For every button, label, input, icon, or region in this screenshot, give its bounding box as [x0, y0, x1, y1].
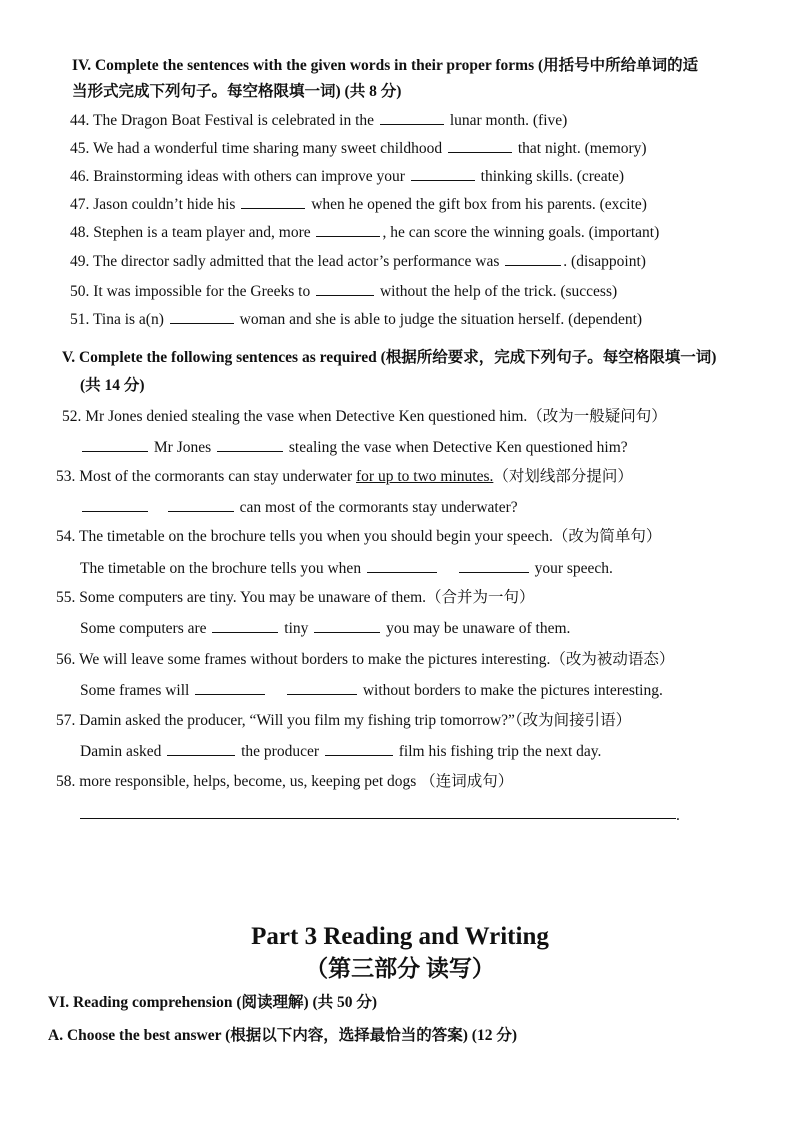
answer-blank[interactable] — [411, 166, 475, 181]
question-number: 53. — [56, 468, 76, 485]
answer-text: stealing the vase when Detective Ken questioned him? — [288, 439, 628, 456]
answer-blank[interactable] — [82, 497, 148, 512]
question-text: Mr Jones denied stealing the vase when Detective Ken questioned him.（改为一般疑问句） — [85, 408, 667, 425]
question-text: thinking skills. (create) — [480, 168, 625, 185]
section-4-heading-en: IV. Complete the sentences with the given words in their proper forms — [72, 57, 535, 74]
question-number: 45. — [70, 140, 90, 157]
question-text: , he can score the winning goals. (important) — [382, 224, 660, 241]
answer-blank[interactable] — [241, 194, 305, 209]
question-text: Some computers are tiny. You may be unaware of them.（合并为一句） — [79, 589, 535, 606]
answer-blank[interactable] — [217, 437, 283, 452]
question-text: Jason couldn’t hide his — [93, 196, 236, 213]
answer-blank[interactable] — [459, 558, 529, 573]
answer-text: The timetable on the brochure tells you when — [80, 560, 362, 577]
answer-text: can most of the cormorants stay underwater? — [239, 499, 518, 516]
answer-text: you may be unaware of them. — [386, 620, 571, 637]
answer-54 — [80, 558, 613, 579]
answer-blank[interactable] — [367, 558, 437, 573]
question-instruction: （连词成句） — [420, 773, 514, 790]
question-number: 54. — [56, 528, 76, 545]
question-58 — [56, 772, 513, 792]
question-53 — [56, 467, 633, 487]
question-48 — [70, 222, 659, 243]
question-number: 48. — [70, 224, 90, 241]
question-46 — [70, 166, 624, 187]
answer-56 — [80, 680, 663, 701]
answer-blank[interactable] — [82, 437, 148, 452]
section-6-heading: VI. Reading comprehension (阅读理解) (共 50 分) — [48, 994, 378, 1011]
answer-blank[interactable] — [314, 618, 380, 633]
question-57 — [56, 711, 631, 731]
section-4-heading-line2: 当形式完成下列句子。每空格限填一词) (共 8 分) — [72, 83, 402, 100]
question-text: It was impossible for the Greeks to — [93, 283, 311, 300]
question-number: 46. — [70, 168, 90, 185]
question-text: lunar month. (five) — [449, 112, 568, 129]
question-text: that night. (memory) — [517, 140, 647, 157]
answer-blank[interactable] — [316, 281, 374, 296]
question-56 — [56, 650, 674, 670]
answer-blank[interactable] — [170, 309, 234, 324]
section-5-score: (共 14 分) — [80, 377, 145, 394]
question-text: woman and she is able to judge the situation herself. (dependent) — [239, 311, 643, 328]
question-47 — [70, 194, 647, 215]
answer-blank[interactable] — [505, 251, 561, 266]
answer-text: Mr Jones — [153, 439, 212, 456]
answer-text: Some computers are — [80, 620, 207, 637]
question-number: 47. — [70, 196, 90, 213]
question-number: 44. — [70, 112, 90, 129]
answer-58-period: . — [676, 807, 680, 824]
question-number: 51. — [70, 311, 90, 328]
question-number: 56. — [56, 651, 76, 668]
answer-blank[interactable] — [325, 741, 393, 756]
answer-text: your speech. — [534, 560, 613, 577]
answer-52 — [80, 437, 628, 458]
question-number: 57. — [56, 712, 76, 729]
answer-text: Some frames will — [80, 682, 190, 699]
question-51 — [70, 309, 642, 330]
answer-blank[interactable] — [316, 222, 380, 237]
question-45 — [70, 138, 647, 159]
question-text: Damin asked the producer, “Will you film my fishing trip tomorrow?”（改为间接引语） — [79, 712, 632, 729]
question-number: 55. — [56, 589, 76, 606]
question-text: Most of the cormorants can stay underwater — [79, 468, 353, 485]
section-6a-heading: A. Choose the best answer (根据以下内容，选择最恰当的答案) (12 分) — [48, 1027, 517, 1044]
question-text: more responsible, helps, become, us, keeping pet dogs — [79, 773, 417, 790]
answer-53 — [80, 497, 518, 518]
section-4-heading — [72, 56, 698, 76]
part-3-title: Part 3 Reading and Writing — [251, 923, 549, 950]
question-text: Tina is a(n) — [92, 311, 164, 328]
question-number: 49. — [70, 253, 90, 270]
answer-text: tiny — [284, 620, 309, 637]
part-3-subtitle: （第三部分 读写） — [305, 956, 495, 981]
question-52 — [62, 407, 667, 427]
answer-55 — [80, 618, 570, 639]
section-5-heading: V. Complete the following sentences as required (根据所给要求，完成下列句子。每空格限填一词) — [62, 349, 717, 366]
answer-text: without borders to make the pictures interesting. — [362, 682, 663, 699]
answer-blank[interactable] — [167, 741, 235, 756]
answer-blank[interactable] — [287, 680, 357, 695]
question-text: The timetable on the brochure tells you when you should begin your speech.（改为简单句） — [78, 528, 662, 545]
question-text: . (disappoint) — [563, 253, 646, 270]
question-number: 52. — [62, 408, 82, 425]
question-number: 58. — [56, 773, 76, 790]
question-text: Stephen is a team player and, more — [93, 224, 311, 241]
answer-57 — [80, 741, 601, 762]
answer-text: the producer — [241, 743, 320, 760]
section-4-heading-cn: (用括号中所给单词的适 — [537, 57, 699, 74]
question-number: 50. — [70, 283, 90, 300]
answer-text: film his fishing trip the next day. — [398, 743, 602, 760]
question-49 — [70, 251, 646, 272]
question-text: We will leave some frames without borders to make the pictures interesting.（改为被动语态） — [78, 651, 675, 668]
answer-text: Damin asked — [80, 743, 162, 760]
answer-blank[interactable] — [195, 680, 265, 695]
answer-blank[interactable] — [380, 110, 444, 125]
question-text: The director sadly admitted that the lead actor’s performance was — [92, 253, 500, 270]
question-44 — [70, 110, 567, 131]
answer-58-line[interactable] — [80, 818, 676, 819]
answer-blank[interactable] — [448, 138, 512, 153]
answer-blank[interactable] — [212, 618, 278, 633]
question-text: The Dragon Boat Festival is celebrated in the — [92, 112, 375, 129]
question-55 — [56, 588, 535, 608]
question-text: Brainstorming ideas with others can improve your — [93, 168, 405, 185]
question-text: without the help of the trick. (success) — [379, 283, 618, 300]
question-50 — [70, 281, 617, 302]
question-54 — [56, 527, 661, 547]
question-instruction: （对划线部分提问） — [493, 468, 633, 485]
question-text: We had a wonderful time sharing many sweet childhood — [92, 140, 443, 157]
answer-blank[interactable] — [168, 497, 234, 512]
question-text: when he opened the gift box from his parents. (excite) — [311, 196, 647, 213]
underlined-phrase: for up to two minutes. — [356, 468, 494, 485]
